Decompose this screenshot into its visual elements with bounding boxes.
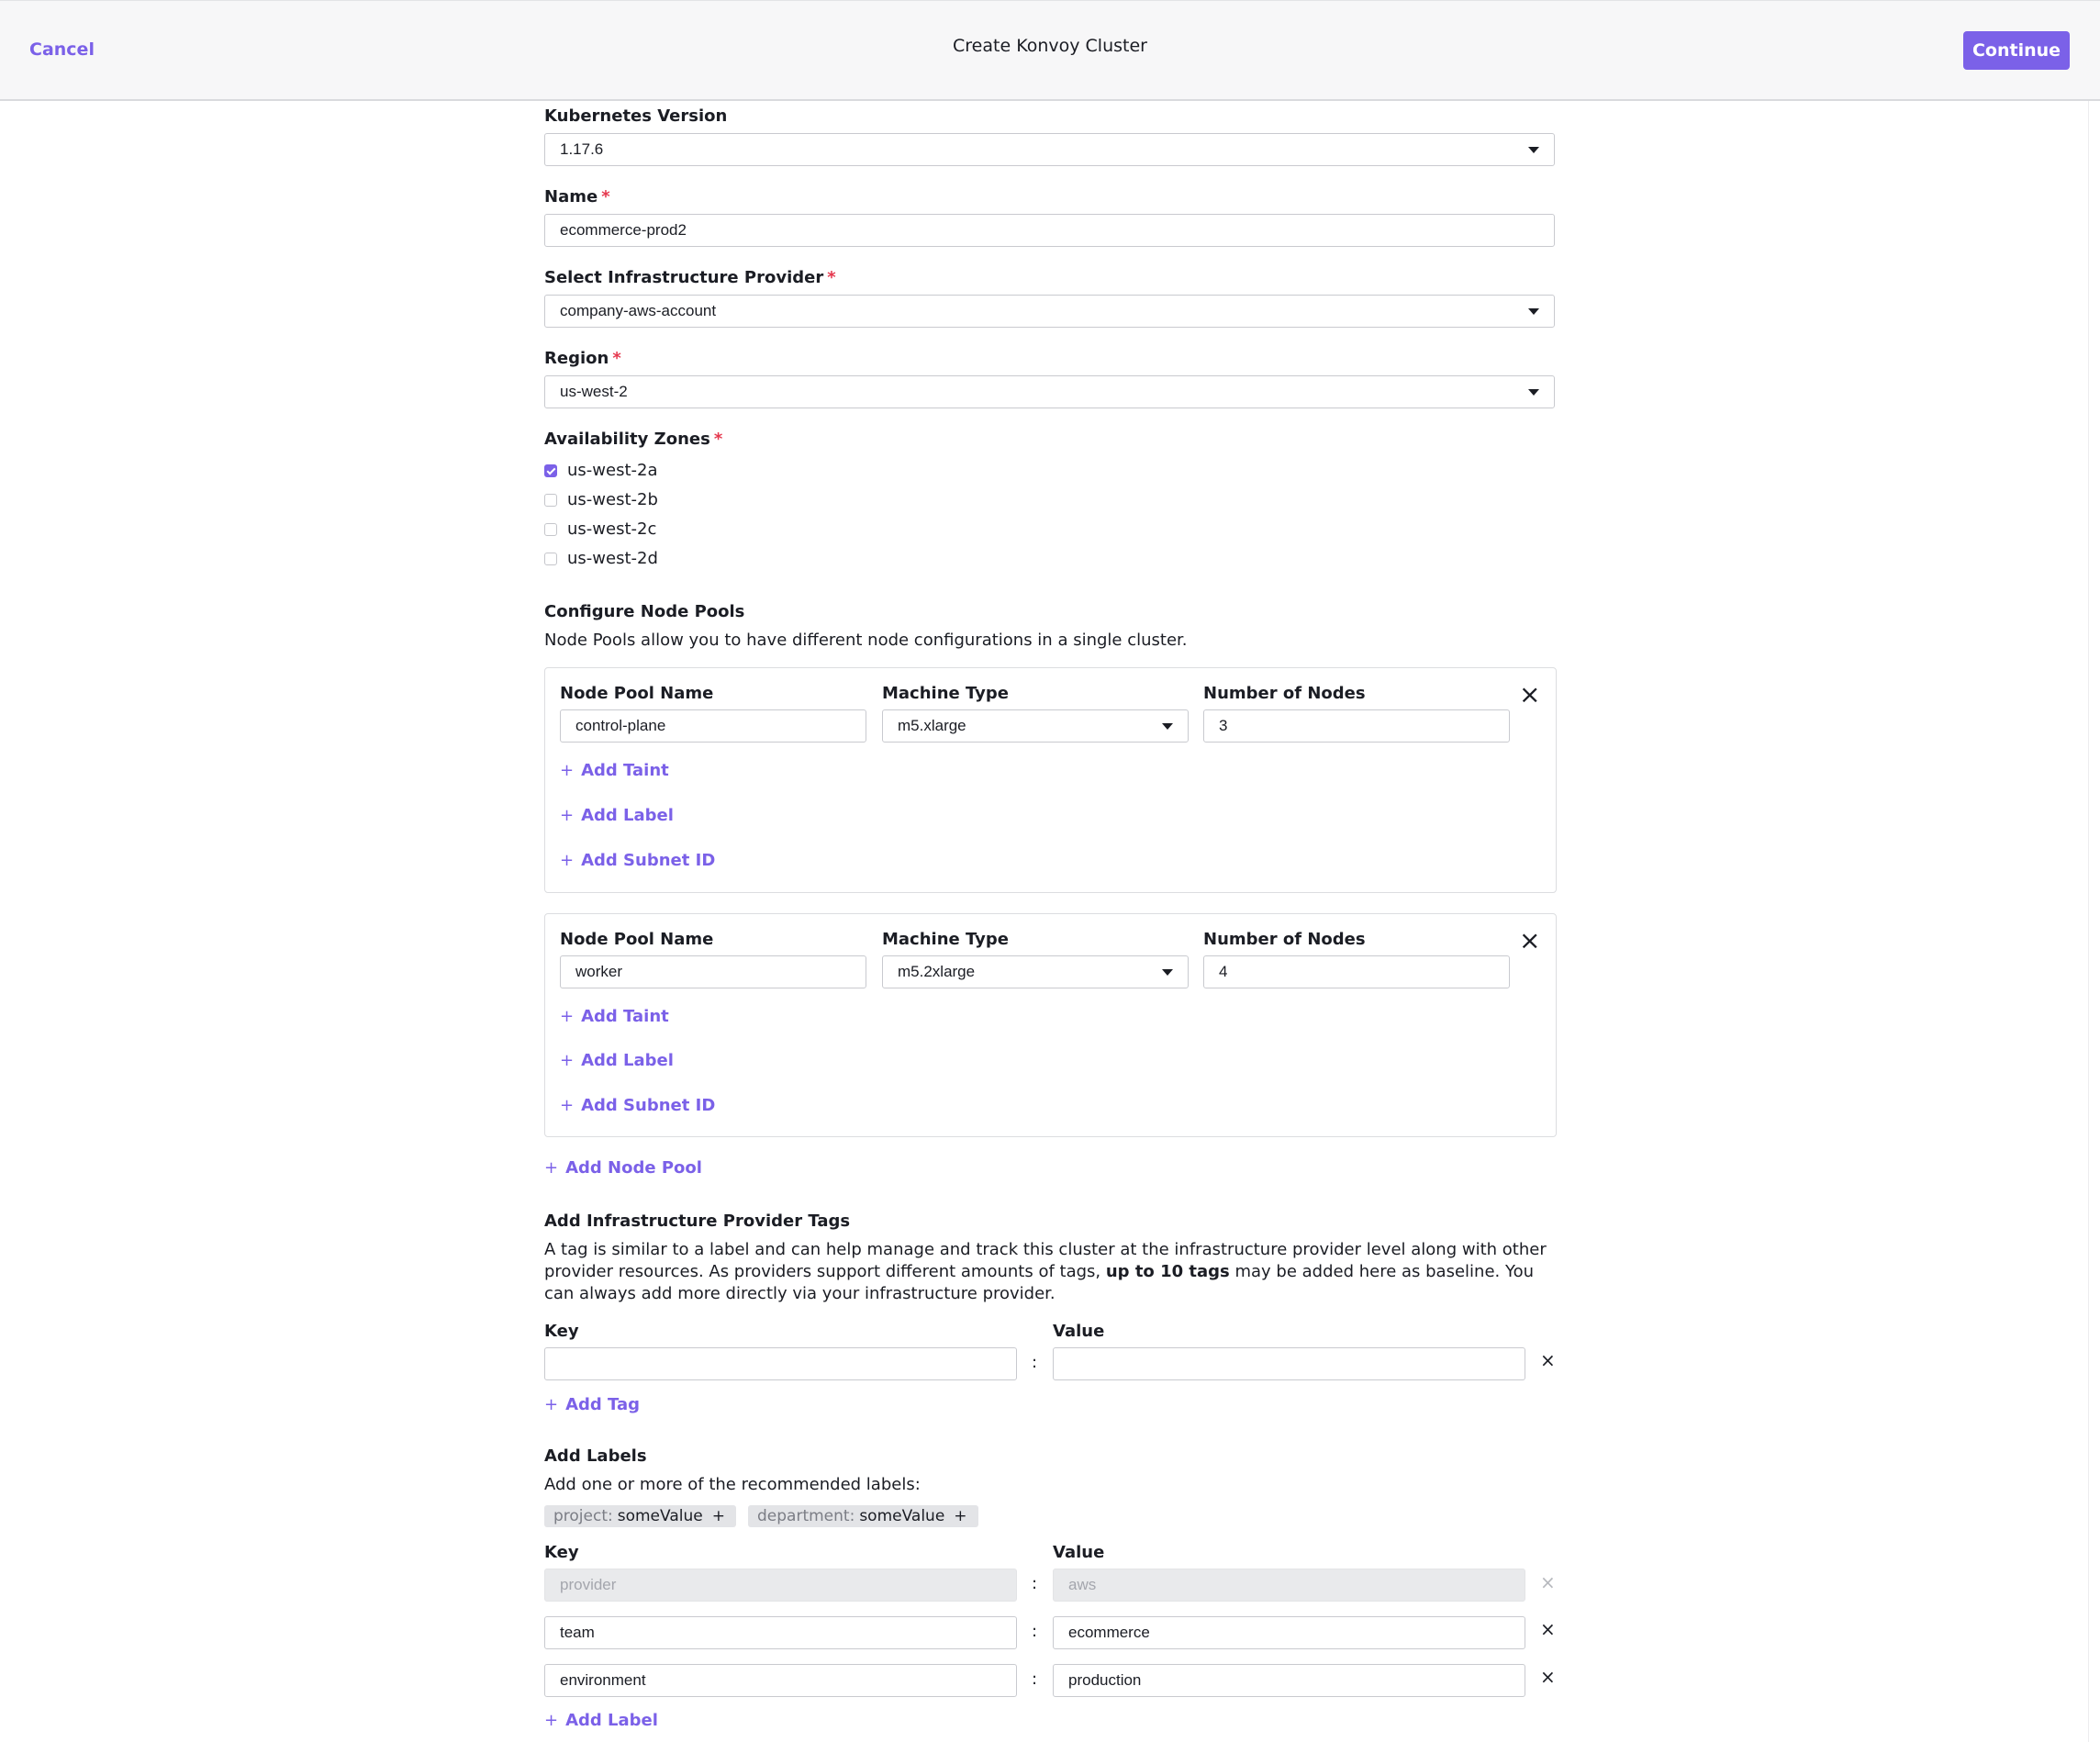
- remove-label-icon[interactable]: ×: [1540, 1618, 1556, 1640]
- chevron-down-icon: [1528, 147, 1539, 153]
- kubernetes-version-label: Kubernetes Version: [544, 106, 728, 126]
- plus-icon: +: [560, 1051, 575, 1070]
- node-pool-card: [544, 667, 1557, 893]
- checkbox[interactable]: [544, 494, 557, 507]
- add-subnet-button[interactable]: [560, 1096, 715, 1115]
- node-pool-name-label: Node Pool Name: [560, 684, 714, 703]
- plus-icon: +: [560, 1096, 575, 1115]
- label-value-value: ecommerce: [1068, 1624, 1150, 1641]
- cancel-button[interactable]: Cancel: [29, 39, 95, 60]
- node-pool-name-value: worker: [575, 963, 623, 980]
- add-label-text: Add Label: [565, 1711, 658, 1730]
- add-tag-text: Add Tag: [565, 1395, 641, 1414]
- node-pool-name-value: control-plane: [575, 717, 666, 734]
- label-key-input[interactable]: [544, 1664, 1017, 1697]
- add-subnet-button[interactable]: [560, 851, 715, 870]
- checkbox-checked[interactable]: [544, 464, 557, 477]
- required-marker: *: [713, 430, 723, 449]
- plus-icon: +: [560, 851, 575, 870]
- chevron-down-icon: [1528, 308, 1539, 315]
- zone-label: us-west-2d: [567, 549, 658, 568]
- provider-select[interactable]: [544, 295, 1555, 328]
- label-key-input-disabled: [544, 1569, 1017, 1602]
- zone-label: us-west-2c: [567, 519, 657, 539]
- machine-type-value: m5.xlarge: [898, 717, 966, 734]
- label-value-input[interactable]: [1053, 1616, 1525, 1649]
- tags-title: Add Infrastructure Provider Tags: [544, 1212, 851, 1231]
- labels-recommend-text: Add one or more of the recommended labels:: [544, 1475, 921, 1494]
- chevron-down-icon: [1162, 969, 1173, 976]
- machine-type-label: Machine Type: [882, 930, 1009, 949]
- chip-key: department:: [757, 1507, 855, 1525]
- provider-label: [544, 268, 836, 287]
- node-count-value: 4: [1219, 963, 1228, 980]
- key-value-separator: :: [1032, 1574, 1038, 1593]
- remove-tag-icon[interactable]: ×: [1540, 1349, 1556, 1371]
- page-title: Create Konvoy Cluster: [953, 36, 1147, 56]
- label-key-input[interactable]: [544, 1616, 1017, 1649]
- required-marker: *: [827, 268, 836, 287]
- region-select[interactable]: [544, 375, 1555, 408]
- zone-option-us-west-2c[interactable]: [544, 519, 656, 539]
- kubernetes-version-select[interactable]: [544, 133, 1555, 166]
- add-label-text: Add Label: [581, 1051, 674, 1070]
- name-label: [544, 187, 610, 207]
- tag-key-label: Key: [544, 1322, 579, 1341]
- key-value-separator: :: [1032, 1622, 1038, 1641]
- add-label-button[interactable]: [560, 806, 674, 825]
- machine-type-value: m5.2xlarge: [898, 963, 976, 980]
- remove-label-icon[interactable]: ×: [1540, 1666, 1556, 1688]
- node-count-input[interactable]: [1203, 709, 1510, 743]
- tag-value-label: Value: [1053, 1322, 1105, 1341]
- region-label: [544, 349, 621, 368]
- zone-option-us-west-2b[interactable]: [544, 490, 658, 509]
- add-subnet-text: Add Subnet ID: [581, 1096, 716, 1115]
- checkbox[interactable]: [544, 553, 557, 565]
- add-node-pool-text: Add Node Pool: [565, 1158, 702, 1178]
- add-node-pool-button[interactable]: [544, 1158, 702, 1178]
- scrollbar[interactable]: [2088, 101, 2100, 1742]
- plus-icon: +: [954, 1507, 967, 1525]
- chip-key: project:: [553, 1507, 613, 1525]
- label-value-value: aws: [1068, 1576, 1097, 1593]
- node-pools-title: Configure Node Pools: [544, 602, 745, 621]
- node-count-label: Number of Nodes: [1203, 684, 1366, 703]
- tags-limit-text: up to 10 tags: [1105, 1262, 1230, 1281]
- label-key-value: provider: [560, 1576, 617, 1593]
- zones-label: [544, 430, 722, 449]
- close-icon[interactable]: ×: [1519, 925, 1541, 955]
- tag-key-input[interactable]: [544, 1347, 1017, 1380]
- recommended-label-department[interactable]: [748, 1505, 978, 1527]
- tag-value-input[interactable]: [1053, 1347, 1525, 1380]
- plus-icon: +: [544, 1711, 559, 1730]
- machine-type-select[interactable]: [882, 709, 1189, 743]
- provider-label-text: Select Infrastructure Provider: [544, 268, 824, 287]
- close-icon[interactable]: ×: [1519, 679, 1541, 709]
- plus-icon: +: [560, 761, 575, 780]
- top-bar: [0, 0, 2100, 101]
- add-taint-text: Add Taint: [581, 1007, 669, 1026]
- labels-title: Add Labels: [544, 1446, 647, 1466]
- recommended-label-project[interactable]: [544, 1505, 736, 1527]
- plus-icon: +: [560, 806, 575, 825]
- region-label-text: Region: [544, 349, 609, 368]
- node-pool-name-label: Node Pool Name: [560, 930, 714, 949]
- required-marker: *: [612, 349, 621, 368]
- tags-description-text: A tag is similar to a label and can help manage and track this cluster at the infrastructure provider level along with other provider resources. As providers support different amounts of tags,: [544, 1240, 1547, 1281]
- label-key-label: Key: [544, 1543, 579, 1562]
- chevron-down-icon: [1528, 389, 1539, 396]
- add-subnet-text: Add Subnet ID: [581, 851, 716, 870]
- label-value-input-disabled: [1053, 1569, 1525, 1602]
- name-input[interactable]: [544, 214, 1555, 247]
- node-count-value: 3: [1219, 717, 1228, 734]
- chevron-down-icon: [1162, 723, 1173, 730]
- node-pools-description: Node Pools allow you to have different node configurations in a single cluster.: [544, 631, 1188, 650]
- add-taint-button[interactable]: [560, 1007, 669, 1026]
- region-value: us-west-2: [560, 383, 628, 400]
- continue-button[interactable]: Continue: [1963, 31, 2070, 70]
- add-taint-text: Add Taint: [581, 761, 669, 780]
- machine-type-select[interactable]: [882, 955, 1189, 988]
- kubernetes-version-value: 1.17.6: [560, 140, 604, 158]
- plus-icon: +: [544, 1395, 559, 1414]
- label-key-value: team: [560, 1624, 595, 1641]
- remove-label-icon-disabled: ×: [1540, 1571, 1556, 1593]
- tags-description: [544, 1239, 1557, 1305]
- zone-label: us-west-2b: [567, 490, 658, 509]
- node-count-label: Number of Nodes: [1203, 930, 1366, 949]
- node-pool-card: [544, 913, 1557, 1137]
- node-pool-name-input[interactable]: [560, 955, 866, 988]
- checkbox[interactable]: [544, 523, 557, 536]
- provider-value: company-aws-account: [560, 302, 717, 319]
- label-key-value: environment: [560, 1671, 646, 1689]
- key-value-separator: :: [1032, 1669, 1038, 1689]
- zones-label-text: Availability Zones: [544, 430, 710, 449]
- zone-option-us-west-2a[interactable]: [544, 461, 658, 480]
- chip-value: someValue: [617, 1507, 703, 1525]
- label-value-input[interactable]: [1053, 1664, 1525, 1697]
- machine-type-label: Machine Type: [882, 684, 1009, 703]
- add-label-button[interactable]: [544, 1711, 658, 1730]
- label-value-label: Value: [1053, 1543, 1105, 1562]
- chip-value: someValue: [859, 1507, 945, 1525]
- key-value-separator: :: [1032, 1353, 1038, 1372]
- label-value-value: production: [1068, 1671, 1142, 1689]
- node-count-input[interactable]: [1203, 955, 1510, 988]
- node-pool-name-input[interactable]: [560, 709, 866, 743]
- add-taint-button[interactable]: [560, 761, 669, 780]
- add-label-text: Add Label: [581, 806, 674, 825]
- add-tag-button[interactable]: [544, 1395, 640, 1414]
- plus-icon: +: [544, 1158, 559, 1178]
- required-marker: *: [601, 187, 610, 207]
- zone-option-us-west-2d[interactable]: [544, 549, 658, 568]
- plus-icon: +: [711, 1507, 725, 1525]
- add-label-button[interactable]: [560, 1051, 674, 1070]
- name-label-text: Name: [544, 187, 598, 207]
- tags-description-text: may be added here as baseline. You can always add more directly via your infrastructure provider.: [544, 1262, 1534, 1303]
- plus-icon: +: [560, 1007, 575, 1026]
- name-value: ecommerce-prod2: [560, 221, 687, 239]
- zone-label: us-west-2a: [567, 461, 658, 480]
